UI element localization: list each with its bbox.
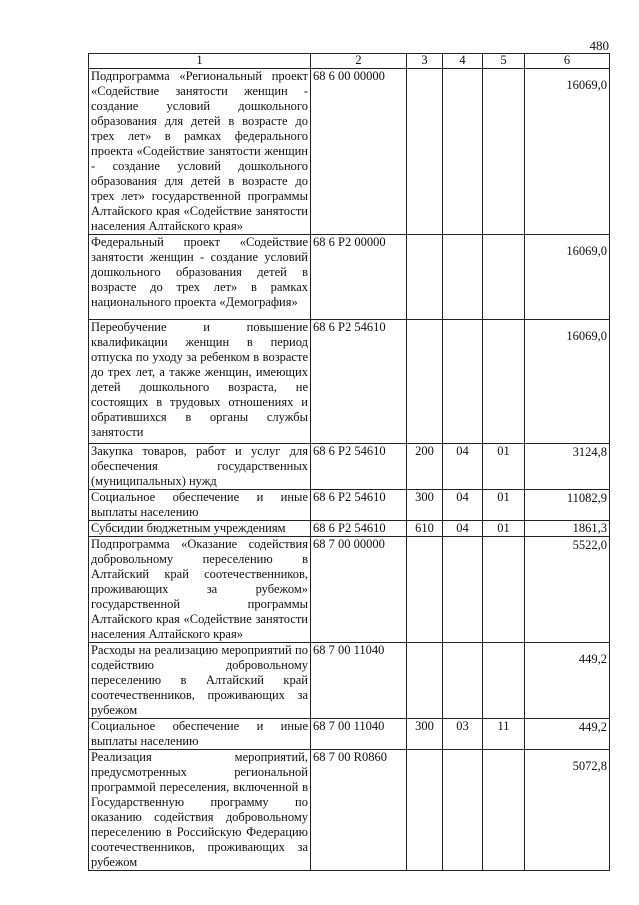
row-c3 <box>407 750 443 871</box>
row-amount: 3124,8 <box>572 445 607 459</box>
table-header-row <box>89 54 610 69</box>
row-name: Расходы на реализацию мероприятий по содействию добровольному переселению в Алтайский край соотечественников, проживающих за рубежом <box>89 643 311 719</box>
row-c5 <box>483 537 525 643</box>
table-row <box>89 490 610 521</box>
row-name: Федеральный проект «Содействие занятости женщин - создание условий дошкольного образования детей в возрасте до трех лет» в рамках национального проекта «Демография» <box>89 235 311 320</box>
row-c5: 11 <box>483 719 525 750</box>
row-c3 <box>407 69 443 235</box>
row-c3 <box>407 643 443 719</box>
row-code: 68 7 00 00000 <box>311 537 407 643</box>
row-code: 68 7 00 11040 <box>311 719 407 750</box>
budget-table <box>88 53 610 871</box>
column-header-6: 6 <box>525 54 610 69</box>
row-c4: 04 <box>443 490 483 521</box>
column-header-5: 5 <box>483 54 525 69</box>
page-number: 480 <box>589 38 609 53</box>
row-name: Субсидии бюджетным учреждениям <box>89 521 311 537</box>
row-c3: 300 <box>407 490 443 521</box>
row-c4 <box>443 235 483 320</box>
row-code: 68 7 00 R0860 <box>311 750 407 871</box>
column-header-2: 2 <box>311 54 407 69</box>
row-c5 <box>483 750 525 871</box>
row-code: 68 6 P2 54610 <box>311 320 407 444</box>
row-c3: 300 <box>407 719 443 750</box>
column-header-4: 4 <box>443 54 483 69</box>
row-amount: 449,2 <box>578 720 607 734</box>
table-row <box>89 719 610 750</box>
row-c5: 01 <box>483 444 525 490</box>
table-row <box>89 537 610 643</box>
table-row <box>89 521 610 537</box>
row-name: Закупка товаров, работ и услуг для обеспечения государственных (муниципальных) нужд <box>89 444 311 490</box>
row-code: 68 6 00 00000 <box>311 69 407 235</box>
table-row <box>89 235 610 320</box>
column-header-1: 1 <box>89 54 311 69</box>
row-code: 68 6 P2 54610 <box>311 521 407 537</box>
row-c3 <box>407 235 443 320</box>
row-c4 <box>443 750 483 871</box>
row-c4 <box>443 537 483 643</box>
table-row <box>89 643 610 719</box>
row-c5 <box>483 320 525 444</box>
row-amount: 5522,0 <box>572 538 607 552</box>
row-amount: 5072,8 <box>572 759 607 773</box>
row-name: Социальное обеспечение и иные выплаты населению <box>89 719 311 750</box>
table-row <box>89 320 610 444</box>
row-code: 68 6 P2 54610 <box>311 444 407 490</box>
row-c3: 610 <box>407 521 443 537</box>
row-c3 <box>407 320 443 444</box>
row-c4: 03 <box>443 719 483 750</box>
row-c4 <box>443 643 483 719</box>
row-name: Реализация мероприятий, предусмотренных региональной программой переселения, включенной в Государственную программу по оказанию содействия добровольному переселению в Российскую Федерацию соотечественников, проживающих за рубежом <box>89 750 311 871</box>
row-amount: 16069,0 <box>566 244 607 258</box>
row-name: Переобучение и повышение квалификации женщин в период отпуска по уходу за ребенком в возрасте до трех лет, а также женщин, имеющих детей дошкольного возраста, не состоящих в трудовых отношениях и обратившихся в органы службы занятости <box>89 320 311 444</box>
row-c4: 04 <box>443 521 483 537</box>
row-amount: 11082,9 <box>566 491 607 505</box>
row-c4 <box>443 320 483 444</box>
row-name: Социальное обеспечение и иные выплаты населению <box>89 490 311 521</box>
row-c3 <box>407 537 443 643</box>
row-code: 68 6 P2 54610 <box>311 490 407 521</box>
column-header-3: 3 <box>407 54 443 69</box>
row-c5 <box>483 643 525 719</box>
row-amount: 16069,0 <box>566 329 607 343</box>
table-row <box>89 69 610 235</box>
table-row <box>89 750 610 871</box>
row-c4 <box>443 69 483 235</box>
row-amount: 449,2 <box>578 652 607 666</box>
row-c3: 200 <box>407 444 443 490</box>
row-c5 <box>483 235 525 320</box>
row-c5 <box>483 69 525 235</box>
row-name: Подпрограмма «Региональный проект «Содействие занятости женщин - создание условий дошкольного образования для детей в возрасте до трех лет» в рамках федерального проекта «Содействие занятости женщин - создание условий дошкольного образования для детей в возрасте до трех лет» государственной программы Алтайского края «Содействие занятости населения Алтайского края» <box>89 69 311 235</box>
row-c5: 01 <box>483 490 525 521</box>
row-amount: 1861,3 <box>525 521 610 537</box>
table-row <box>89 444 610 490</box>
row-code: 68 6 P2 00000 <box>311 235 407 320</box>
row-c4: 04 <box>443 444 483 490</box>
row-c5: 01 <box>483 521 525 537</box>
row-amount: 16069,0 <box>566 78 607 92</box>
row-name: Подпрограмма «Оказание содействия добровольному переселению в Алтайский край соотечественников, проживающих за рубежом» государственной программы Алтайского края «Содействие занятости населения Алтайского края» <box>89 537 311 643</box>
row-code: 68 7 00 11040 <box>311 643 407 719</box>
